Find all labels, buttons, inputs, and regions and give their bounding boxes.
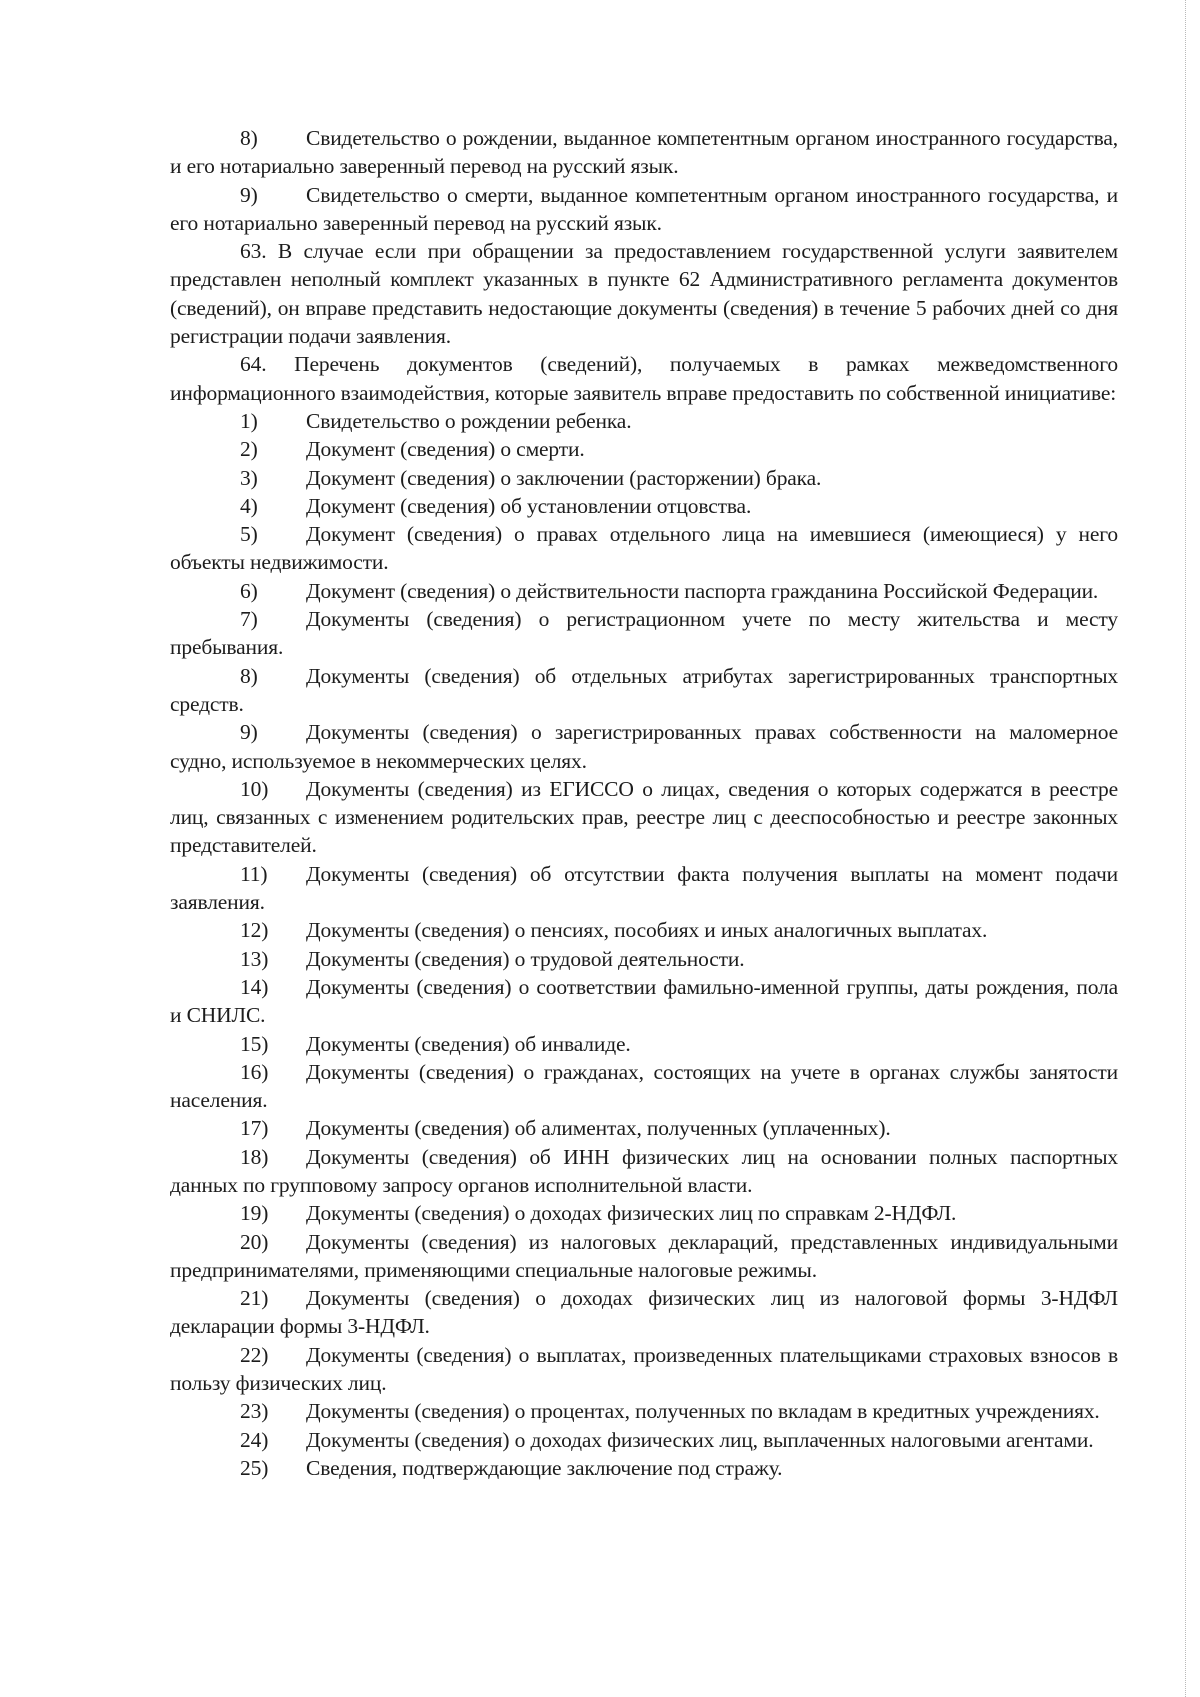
list-item xyxy=(170,718,1118,775)
list-item-number: 3) xyxy=(240,465,258,490)
list-item-text: Документы (сведения) о выплатах, произведенных плательщиками страховых взносов в пользу физических лиц. xyxy=(170,1342,1118,1396)
list-item-number: 10) xyxy=(240,776,269,801)
list-item-text: Документы (сведения) об отсутствии факта получения выплаты на момент подачи заявления. xyxy=(170,861,1118,915)
list-item-number: 12) xyxy=(240,918,269,943)
list-item xyxy=(170,124,1118,181)
list-item xyxy=(170,1030,1118,1058)
list-item-text: Документ (сведения) о смерти. xyxy=(306,437,585,462)
list-item-text: Документы (сведения) о доходах физических лиц из налоговой формы 3-НДФЛ декларации формы 3-НДФЛ. xyxy=(170,1286,1118,1339)
document-body xyxy=(170,124,1118,1482)
list-item-text: Документы (сведения) об инвалиде. xyxy=(306,1031,631,1056)
list-item xyxy=(170,916,1118,944)
list-item-number: 24) xyxy=(240,1427,269,1452)
list-item-number: 8) xyxy=(240,126,258,150)
list-item-number: 11) xyxy=(240,861,268,886)
list-item-text: Документы (сведения) о регистрационном учете по месту жительства и месту пребывания. xyxy=(170,607,1118,660)
paragraph-64: 64. Перечень документов (сведений), получаемых в рамках межведомственного информационного взаимодействия, которые заявитель вправе предоставить по собственной инициативе: xyxy=(170,352,1118,405)
list-item-number: 5) xyxy=(240,522,258,547)
list-item-number: 2) xyxy=(240,437,258,462)
list-item xyxy=(170,492,1118,520)
list-item xyxy=(170,577,1118,605)
list-item-number: 1) xyxy=(240,408,258,433)
list-item xyxy=(170,605,1118,662)
list-item xyxy=(170,1284,1118,1341)
list-item xyxy=(170,775,1118,860)
list-item-text: Документы (сведения) об алиментах, полученных (уплаченных). xyxy=(306,1116,891,1141)
list-item-text: Документы (сведения) из ЕГИССО о лицах, сведения о которых содержатся в реестре лиц, связанных с изменением родительских прав, реестре лиц с дееспособностью и реестре законных представителей. xyxy=(170,776,1118,858)
list-item xyxy=(170,407,1118,435)
list-item-text: Документы (сведения) о пенсиях, пособиях и иных аналогичных выплатах. xyxy=(306,918,988,943)
list-item-text: Документы (сведения) о процентах, полученных по вкладам в кредитных учреждениях. xyxy=(306,1399,1100,1424)
list-item-number: 19) xyxy=(240,1201,269,1226)
list-item-text: Документы (сведения) о трудовой деятельности. xyxy=(306,946,745,971)
list-item xyxy=(170,945,1118,973)
list-item xyxy=(170,464,1118,492)
list-item-text: Документы (сведения) о соответствии фамильно-именной группы, даты рождения, пола и СНИЛС. xyxy=(170,974,1118,1028)
list-item-number: 9) xyxy=(240,182,258,207)
scan-edge-line xyxy=(1185,0,1186,1697)
list-item-text: Документы (сведения) из налоговых деклараций, представленных индивидуальными предпринимателями, применяющими специальные налоговые режимы. xyxy=(170,1229,1118,1282)
list-item-number: 4) xyxy=(240,493,258,518)
paragraph-63: 63. В случае если при обращении за предоставлением государственной услуги заявителем представлен неполный комплект указанных в пункте 62 Административного регламента документов (сведений), он вправе представить недостающие документы (сведения) в течение 5 рабочих дней со дня регистрации подачи заявления. xyxy=(170,239,1118,349)
list-item-number: 7) xyxy=(240,607,258,632)
list-item-text: Документы (сведения) об ИНН физических лиц на основании полных паспортных данных по групповому запросу органов исполнительной власти. xyxy=(170,1144,1118,1197)
list-item xyxy=(170,1114,1118,1142)
list-item xyxy=(170,1058,1118,1115)
list-continued xyxy=(170,124,1118,237)
list-item-number: 20) xyxy=(240,1229,269,1254)
list-item xyxy=(170,662,1118,719)
list-item xyxy=(170,1199,1118,1227)
list-item-text: Документы (сведения) о гражданах, состоящих на учете в органах службы занятости населения. xyxy=(170,1059,1118,1113)
list-item-number: 15) xyxy=(240,1031,269,1056)
list-item-number: 22) xyxy=(240,1342,269,1367)
list-item xyxy=(170,520,1118,577)
list-item-number: 18) xyxy=(240,1144,269,1169)
list-item-text: Документы (сведения) о зарегистрированных правах собственности на маломерное судно, используемое в некоммерческих целях. xyxy=(170,720,1118,773)
list-item xyxy=(170,1454,1118,1482)
list-item-text: Документ (сведения) о заключении (расторжении) брака. xyxy=(306,465,822,490)
list-item-number: 21) xyxy=(240,1286,269,1311)
list-item-number: 6) xyxy=(240,578,258,603)
list-item xyxy=(170,973,1118,1030)
list-item-number: 25) xyxy=(240,1455,269,1480)
list-item-text: Сведения, подтверждающие заключение под стражу. xyxy=(306,1455,783,1480)
list-item-text: Документ (сведения) о действительности паспорта гражданина Российской Федерации. xyxy=(306,578,1099,603)
list-item xyxy=(170,1341,1118,1398)
list-item xyxy=(170,860,1118,917)
list-item-number: 8) xyxy=(240,663,258,688)
list-item xyxy=(170,1143,1118,1200)
list-item xyxy=(170,181,1118,238)
list-item-number: 9) xyxy=(240,720,258,745)
list-item-text: Документы (сведения) о доходах физических лиц по справкам 2-НДФЛ. xyxy=(306,1201,957,1226)
list-item xyxy=(170,1397,1118,1425)
list-item-text: Документ (сведения) об установлении отцовства. xyxy=(306,493,752,518)
list-item-text: Документ (сведения) о правах отдельного лица на имевшиеся (имеющиеся) у него объекты недвижимости. xyxy=(170,522,1118,575)
list-item-number: 23) xyxy=(240,1399,269,1424)
list-item-text: Свидетельство о рождении, выданное компетентным органом иностранного государства, и его нотариально заверенный перевод на русский язык. xyxy=(170,126,1118,179)
list-item-number: 16) xyxy=(240,1059,269,1084)
list-item xyxy=(170,1426,1118,1454)
list-item-number: 17) xyxy=(240,1116,269,1141)
list-item xyxy=(170,435,1118,463)
list-item-number: 14) xyxy=(240,974,269,999)
documents-list xyxy=(170,407,1118,1482)
list-item-text: Свидетельство о рождении ребенка. xyxy=(306,408,632,433)
list-item-text: Свидетельство о смерти, выданное компетентным органом иностранного государства, и его нотариально заверенный перевод на русский язык. xyxy=(170,182,1118,235)
list-item-number: 13) xyxy=(240,946,269,971)
list-item xyxy=(170,1228,1118,1285)
list-item-text: Документы (сведения) о доходах физических лиц, выплаченных налоговыми агентами. xyxy=(306,1427,1094,1452)
list-item-text: Документы (сведения) об отдельных атрибутах зарегистрированных транспортных средств. xyxy=(170,663,1118,716)
